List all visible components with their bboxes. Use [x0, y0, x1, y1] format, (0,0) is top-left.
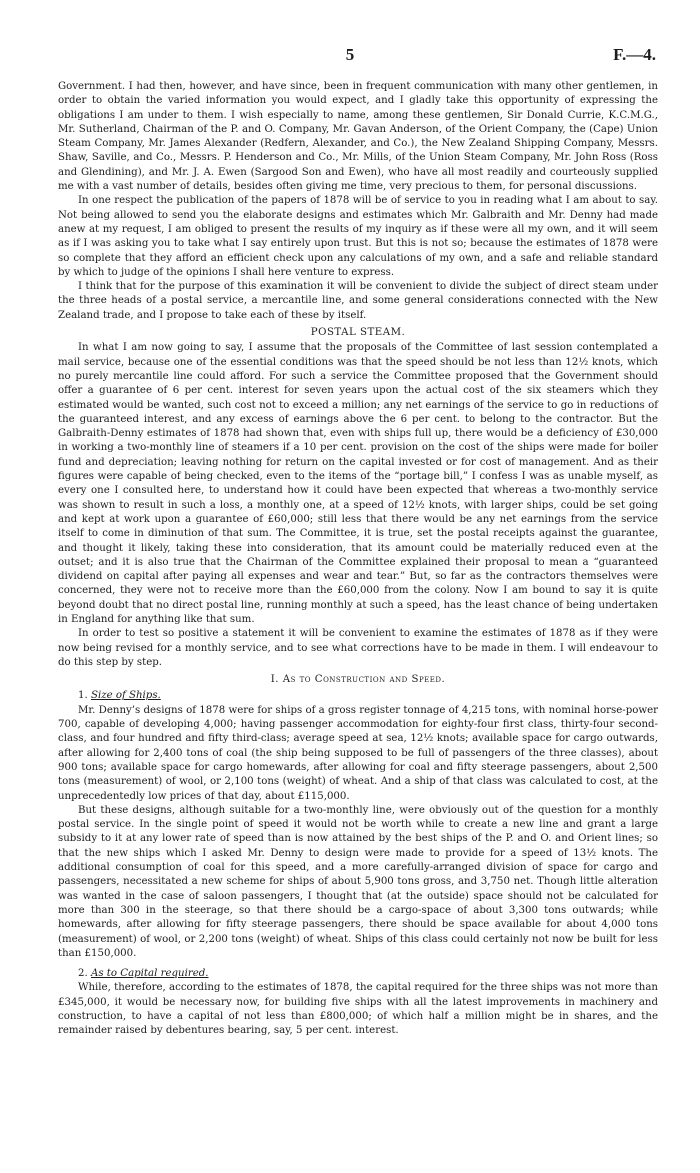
- page-header: [0, 45, 700, 70]
- subheading-capital-required: [78, 967, 658, 981]
- paragraph: While, therefore, according to the estimates of 1878, the capital required for the three ships was not more than £345,000, it would be necessary now, for building five ships with all the latest improvements in machinery and construction, to have a capital of not less than £800,000; of which half a million might be in shares, and the remainder raised by debentures bearing, say, 5 per cent. interest.: [58, 982, 658, 1037]
- paragraph: In one respect the publication of the papers of 1878 will be of service to you in reading what I am about to say. Not being allowed to send you the elaborate designs and estimates which Mr. Galbraith and Mr. Denny had made anew at my request, I am obliged to present the results of my inquiry as if these were all my own, and it will seem as if I was asking you to take what I say entirely upon trust. But this is not so; because the estimates of 1878 were so complete that they afford an efficient check upon any calculations of my own, and a safe and reliable standard by which to judge of the opinions I shall here venture to express.: [58, 195, 658, 278]
- page-number: 5: [345, 45, 355, 64]
- document-body: [58, 80, 658, 1039]
- paragraph: In what I am now going to say, I assume that the proposals of the Committee of last session contemplated a mail service, because one of the essential conditions was that the speed should be not less than 12½ knots, which no purely mercantile line could afford. For such a service the Committee proposed that the Government should offer a guarantee of 6 per cent. interest for seven years upon the actual cost of the six steamers which they estimated would be wanted, such cost not to exceed a million; any net earnings of the service to go in reductions of the guaranteed interest, and any excess of earnings above the 6 per cent. to belong to the contractor. But the Galbraith-Denny estimates of 1878 had shown that, even with ships full up, there would be a deficiency of £30,000 in working a two-monthly line of steamers if a 10 per cent. provision on the cost of the ships were made for boiler fund and depreciation; leaving nothing for return on the capital invested or for cost of management. And as their figures were capable of being checked, even to the items of the “portage bill,” I confess I was as unable myself, as every one I consulted here, to understand how it could have been expected that whereas a two-monthly service was shown to result in such a loss, a monthly one, at a speed of 12½ knots, with larger ships, could be set going and kept at work upon a guarantee of £60,000; still less that there would be any net earnings from the service itself to come in diminution of that sum. The Committee, it is true, set the postal receipts against the guarantee, and thought it likely, taking these into consideration, that its amount could be materially reduced even at the outset; and it is also true that the Chairman of the Committee explained their proposal to mean a “guaranteed dividend on capital after paying all expenses and wear and tear.” But, so far as the contractors themselves were concerned, they were not to receive more than the £60,000 from the colony. Now I am bound to say it is quite beyond doubt that no direct postal line, running monthly at such a speed, has the least chance of being undertaken in England for anything like that sum.: [58, 342, 658, 625]
- subheading-label: Size of Ships.: [90, 690, 161, 702]
- subheading-number: 2.: [78, 968, 88, 980]
- paragraph: I think that for the purpose of this examination it will be convenient to divide the subject of direct steam under the three heads of a postal service, a mercantile line, and some general considerations connected with the New Zealand trade, and I propose to take each of these by itself.: [58, 281, 658, 321]
- paragraph: But these designs, although suitable for a two-monthly line, were obviously out of the question for a monthly postal service. In the single point of speed it would not be worth while to create a new line and grant a large subsidy to it at any lower rate of speed than is now attained by the best ships of the P. and O. and Orient lines; so that the new ships which I asked Mr. Denny to design were made to provide for a speed of 13½ knots. The additional consumption of coal for this speed, and a more carefully-arranged division of space for cargo and passengers, necessitated a new scheme for ships of about 5,900 tons gross, and 3,750 net. Though little alteration was wanted in the case of saloon passengers, I thought that (at the outside) space should not be calculated for more than 300 in the steerage, so that there should be a cargo-space of about 3,300 tons outwards; while homewards, after allowing for fifty steerage passengers, there should be space available for about 4,000 tons (measurement) of wool, or 2,200 tons (weight) of wheat. Ships of this class could certainly not now be built for less than £150,000.: [58, 804, 658, 959]
- section-heading-construction-speed: I. As to Construction and Speed.: [270, 674, 446, 686]
- paragraph: Government. I had then, however, and have since, been in frequent communication with many other gentlemen, in order to obtain the varied information you would expect, and I gladly take this opportunity of expressing the obligations I am under to them. I wish especially to name, among these gentlemen, Sir Donald Currie, K.C.M.G., Mr. Sutherland, Chairman of the P. and O. Company, Mr. Gavan Anderson, of the Orient Company, the (Cape) Union Steam Company, Mr. James Alexander (Redfern, Alexander, and Co.), the New Zealand Shipping Company, Messrs. Shaw, Saville, and Co., Messrs. P. Henderson and Co., Mr. Mills, of the Union Steam Company, Mr. John Ross (Ross and Glendining), and Mr. J. A. Ewen (Sargood Son and Ewen), who have all most readily and courteously supplied me with a vast number of details, besides often giving me time, very precious to them, for personal discussions.: [58, 81, 658, 193]
- paragraph: Mr. Denny’s designs of 1878 were for ships of a gross register tonnage of 4,215 tons, with nominal horse-power 700, capable of developing 4,000; having passenger accommodation for eighty-four first class, thirty-four second-class, and four hundred and fifty third-class; average speed at sea, 12½ knots; available space for cargo outwards, after allowing for 2,400 tons of coal (the ship being supposed to be full of passengers of the three classes), about 900 tons; available space for cargo homewards, after allowing for coal and fifty steerage passengers, about 2,500 tons (measurement) of wool, or 2,100 tons (weight) of wheat. And a ship of that class was calculated to cost, at the unprecedentedly low prices of that day, about £115,000.: [58, 704, 658, 802]
- subheading-number: 1.: [78, 690, 88, 702]
- section-heading-postal-steam: POSTAL STEAM.: [310, 327, 406, 339]
- subheading-label: As to Capital required.: [90, 968, 209, 980]
- subheading-size-of-ships: [78, 689, 658, 703]
- paragraph: In order to test so positive a statement it will be convenient to examine the estimates of 1878 as if they were now being revised for a monthly service, and to see what corrections have to be made in them. I will endeavour to do this step by step.: [58, 628, 658, 668]
- document-reference: F.—4.: [613, 45, 656, 64]
